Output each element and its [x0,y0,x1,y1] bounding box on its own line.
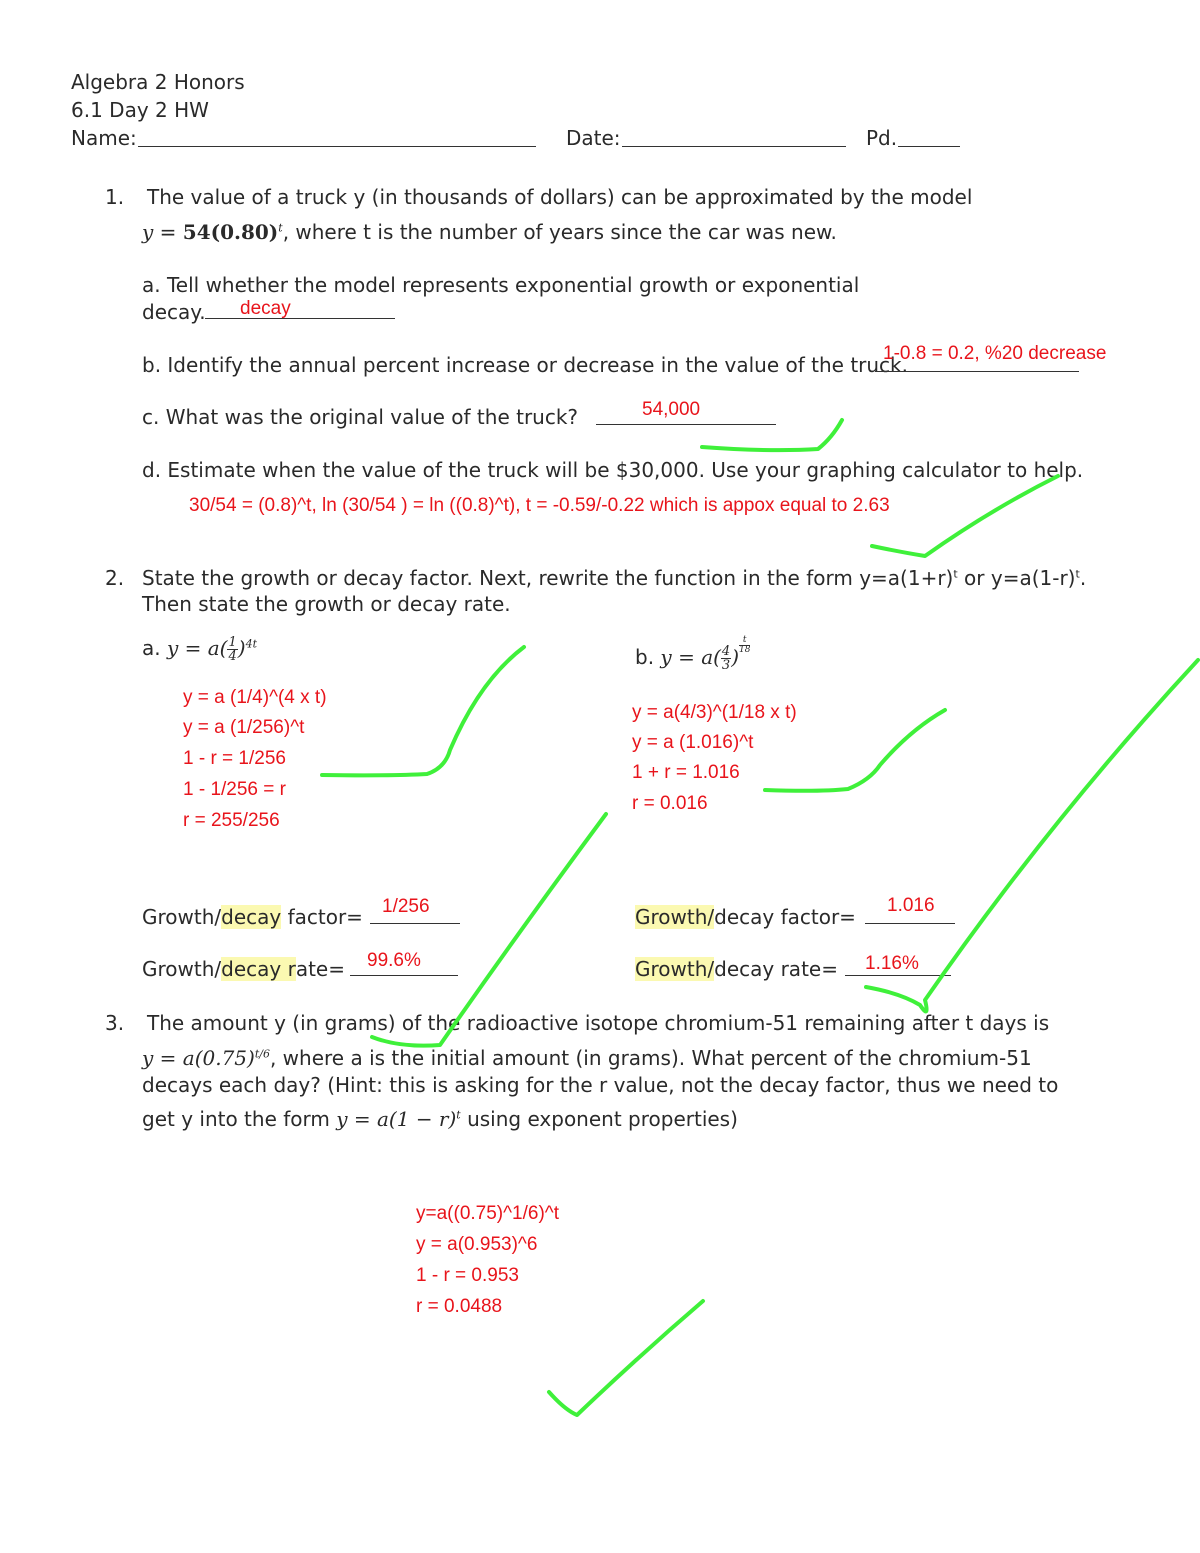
q1a-line1: a. Tell whether the model represents exponential growth or exponential [142,273,860,297]
check-icon [549,1301,703,1415]
q1c-answer: 54,000 [642,399,701,420]
q2a-factor-label: Growth/decay factor= [142,905,363,929]
q1d-text: d. Estimate when the value of the truck will be $30,000. Use your graphing calculator to help. [142,458,1084,482]
assignment-title: 6.1 Day 2 HW [71,98,209,122]
q3-work-2: y = a(0.953)^6 [416,1234,538,1255]
q3-work-4: r = 0.0488 [416,1296,503,1317]
q3-line3: decays each day? (Hint: this is asking for the r value, not the decay factor, thus we need to [142,1073,1059,1097]
date-label: Date: [566,126,621,150]
q3-line4: get y into the form $y = a(1 - r)^t$ using exponent properties) [142,1107,738,1131]
q1c-text: c. What was the original value of the truck? [142,405,579,429]
q2b-rate-label: Growth/decay rate= [635,957,838,981]
q2a-work-3: 1 - r = 1/256 [183,748,286,769]
q2b-function: b. y = a( $\frac{4}{3}$ ) $^{\frac{t}{18}}$ [635,635,751,673]
q2a-factor-answer: 1/256 [382,896,430,917]
q3-line1: The amount y (in grams) of the radioactive isotope chromium-51 remaining after t days is [147,1011,1050,1035]
q2-line2: Then state the growth or decay rate. [142,592,511,616]
check-icon [872,476,1058,556]
q2b-factor-answer: 1.016 [887,895,935,916]
period-label: Pd. [866,126,898,150]
q2a-rate-answer: 99.6% [367,950,421,971]
check-icon [765,710,945,791]
check-icon [372,814,606,1046]
q1a-answer: decay [240,298,291,319]
q2b-work-4: r = 0.016 [632,793,708,814]
check-icon [702,420,842,450]
q2a-work-1: y = a (1/4)^(4 x t) [183,687,327,708]
q1d-answer: 30/54 = (0.8)^t, ln (30/54 ) = ln ((0.8)^t), t = -0.59/-0.22 which is appox equal to 2.63 [189,495,890,516]
q2b-factor-label: Growth/decay factor= [635,905,856,929]
q2-line1: State the growth or decay factor. Next, rewrite the function in the form $y=a(1+r)^t$ or $y=a(1-r)^t$. [142,566,1087,590]
q1a-line2: decay. [142,300,206,324]
q2b-work-1: y = a(4/3)^(1/18 x t) [632,702,797,723]
q1b-answer: 1-0.8 = 0.2, %20 decrease [883,343,1107,364]
q2a-work-4: 1 - 1/256 = r [183,779,286,800]
check-icon [866,660,1198,1011]
q1-number: 1. [105,185,125,209]
q3-line2: $y = a(0.75)^{t/6}$, where a is the initial amount (in grams). What percent of the chromium-51 [142,1046,1032,1070]
q2b-work-3: 1 + r = 1.016 [632,762,740,783]
q2a-work-5: r = 255/256 [183,810,280,831]
q2a-work-2: y = a (1/256)^t [183,717,305,738]
q2a-function: a. y = a( $\frac{1}{4}$ )$^{4t}$ [142,635,257,664]
q2b-rate-answer: 1.16% [865,953,919,974]
q2a-rate-label: Growth/decay rate= [142,957,345,981]
q2b-work-2: y = a (1.016)^t [632,732,754,753]
q3-work-1: y=a((0.75)^1/6)^t [416,1203,559,1224]
q3-work-3: 1 - r = 0.953 [416,1265,519,1286]
q1-model: $y = 54(0.80)^t$, where t is the number of years since the car was new. [142,220,837,244]
name-label: Name: [71,126,137,150]
check-icon [322,647,524,775]
q1-intro: The value of a truck y (in thousands of dollars) can be approximated by the model [147,185,973,209]
q1b-text: b. Identify the annual percent increase or decrease in the value of the truck. [142,353,908,377]
course-title: Algebra 2 Honors [71,70,245,94]
q3-number: 3. [105,1011,125,1035]
q2-number: 2. [105,566,125,590]
